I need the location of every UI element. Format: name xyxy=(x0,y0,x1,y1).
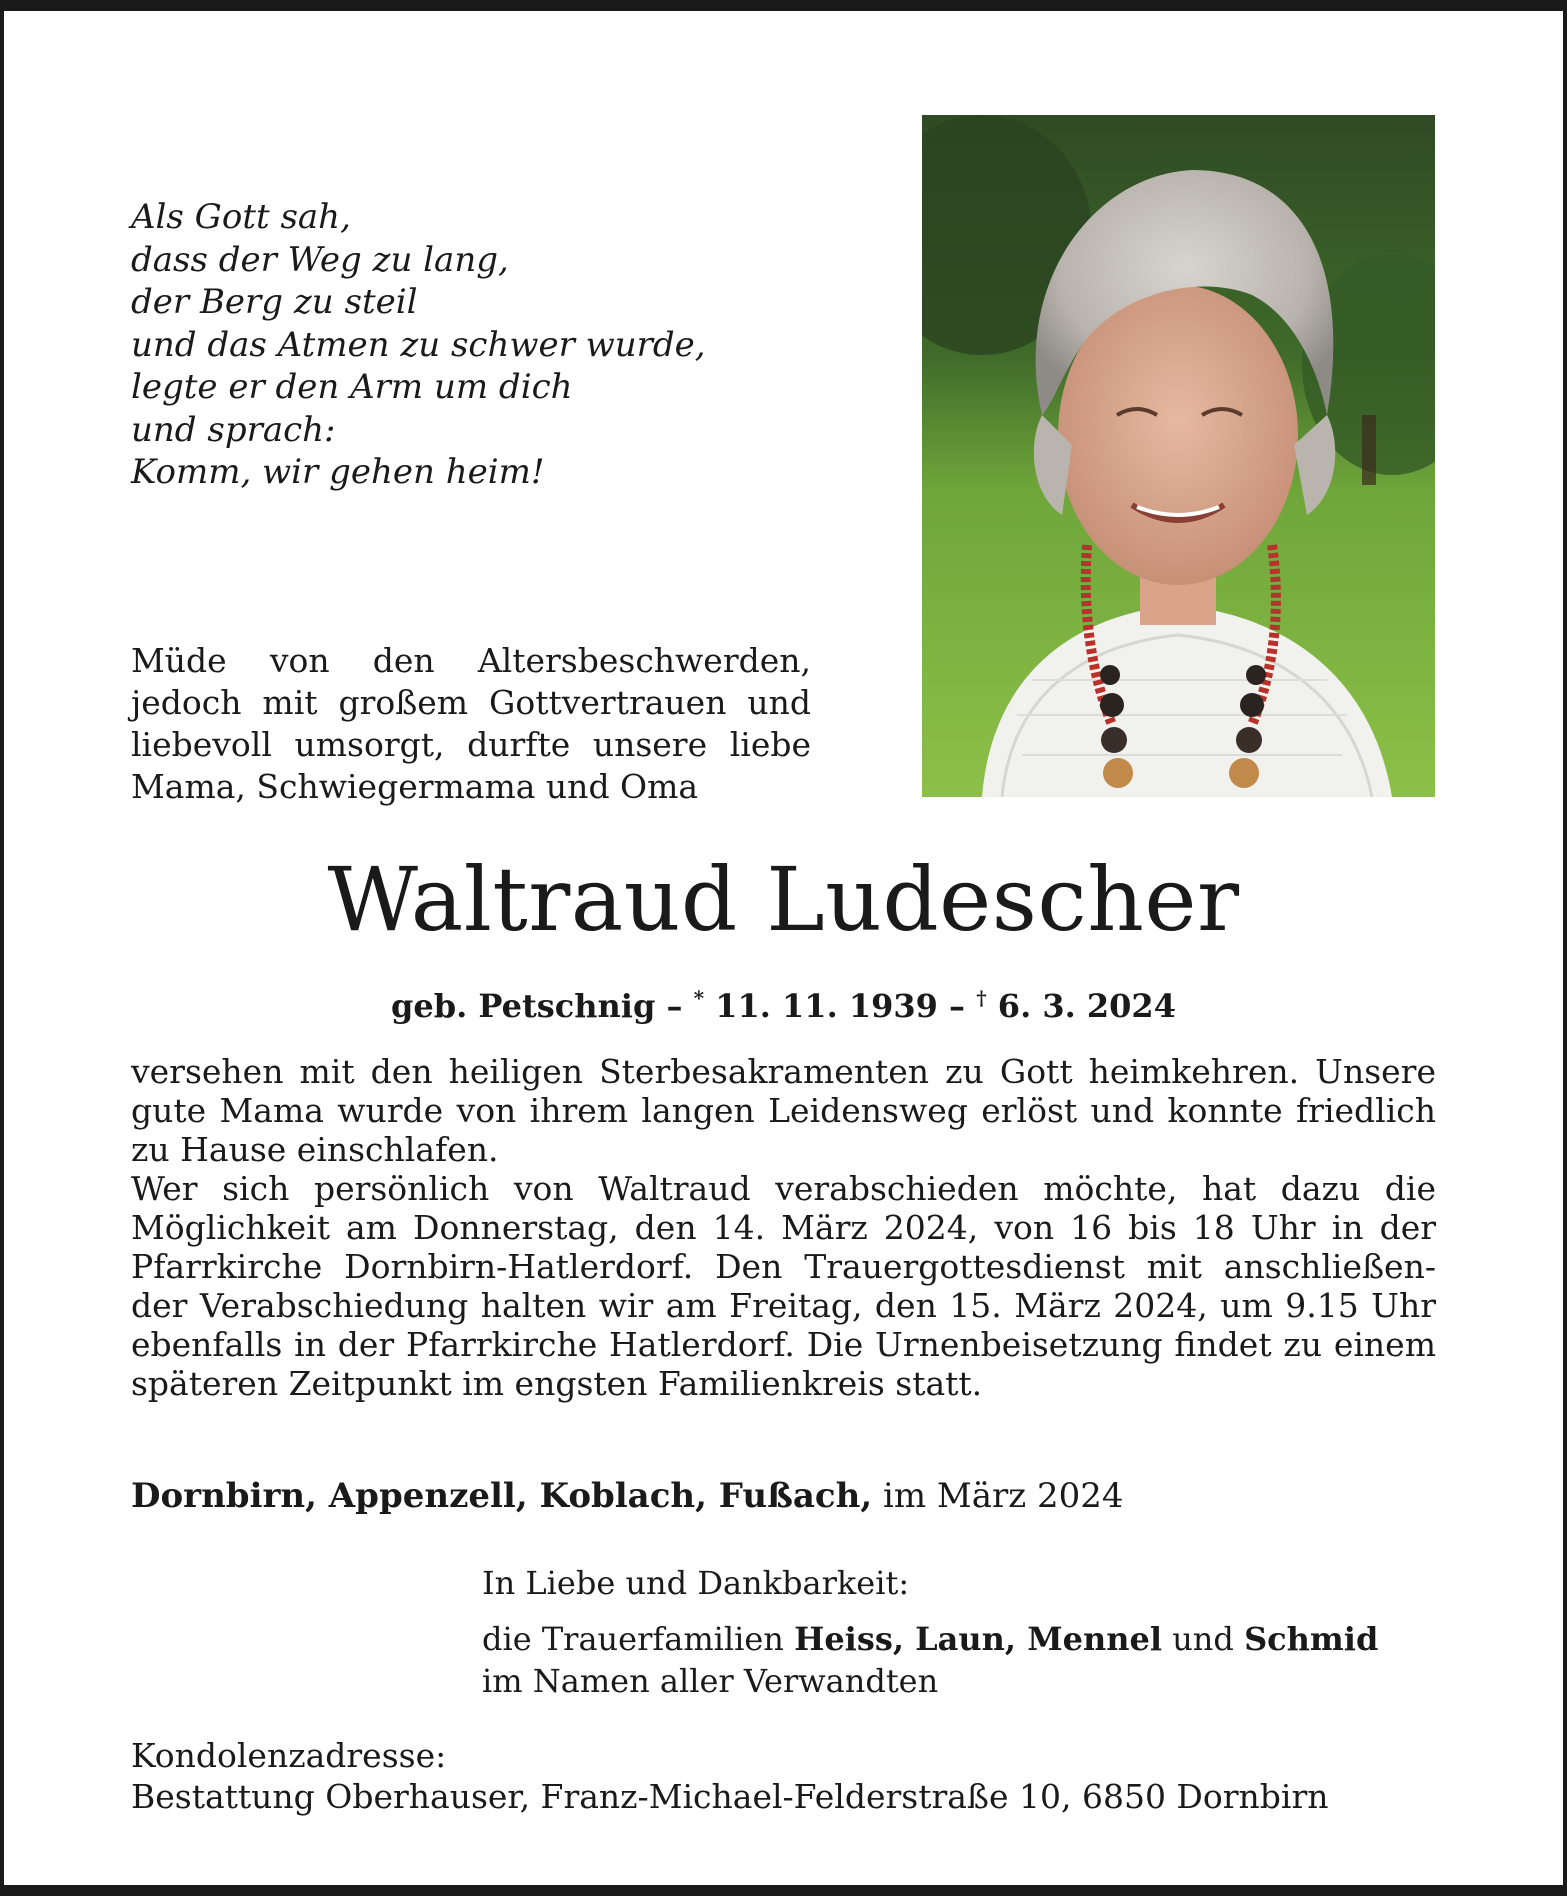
portrait-photo xyxy=(922,115,1435,797)
deceased-name: Waltraud Ludescher xyxy=(327,848,1240,951)
poem-line: dass der Weg zu lang, xyxy=(131,239,509,280)
intro-line: liebevoll umsorgt, durfte unsere liebe xyxy=(131,725,811,764)
separator: – xyxy=(655,987,694,1025)
families-prefix: die Trauerfamilien xyxy=(482,1620,795,1658)
birth-date: 11. 11. 1939 xyxy=(704,987,938,1025)
thanks-heading: In Liebe und Dankbarkeit: xyxy=(482,1564,910,1602)
thanks-closing: im Namen aller Verwandten xyxy=(482,1662,939,1700)
intro-line: Müde von den Altersbeschwerden, xyxy=(131,641,811,680)
poem-line: und sprach: xyxy=(131,409,336,450)
poem-line: der Berg zu steil xyxy=(131,282,418,322)
birth-name: geb. Petschnig xyxy=(391,987,656,1025)
intro-line: Mama, Schwiegermama und Oma xyxy=(131,767,699,806)
condolence-address-text: Bestattung Oberhauser, Franz-Michael-Felderstraße 10, 6850 Dornbirn xyxy=(131,1777,1329,1816)
intro-line: jedoch mit großem Gottvertrauen und xyxy=(131,683,811,722)
body-line: Wer sich persönlich von Waltraud verabschieden möchte, hat dazu die xyxy=(131,1169,1436,1208)
birth-death-line xyxy=(0,976,1567,1028)
places-date-line xyxy=(131,1474,1124,1518)
death-symbol: † xyxy=(976,986,987,1010)
family-name: Schmid xyxy=(1244,1620,1379,1658)
birth-symbol: * xyxy=(693,986,705,1010)
poem-line: Als Gott sah, xyxy=(131,197,351,237)
body-line: gute Mama wurde von ihrem langen Leidensweg erlöst und konnte friedlich xyxy=(131,1091,1436,1130)
body-line: späteren Zeitpunkt im engsten Familienkreis statt. xyxy=(131,1364,983,1403)
body-line: versehen mit den heiligen Sterbesakramenten zu Gott heimkehren. Unsere xyxy=(131,1052,1436,1091)
poem xyxy=(131,196,771,494)
body-line: Möglichkeit am Donnerstag, den 14. März 2024, von 16 bis 18 Uhr in der xyxy=(131,1208,1436,1247)
condolence-address xyxy=(131,1735,1329,1817)
family-name: Laun, xyxy=(904,1620,1017,1658)
intro-text xyxy=(131,640,811,808)
death-date: 6. 3. 2024 xyxy=(986,987,1176,1025)
poem-line: legte er den Arm um dich xyxy=(131,367,573,407)
body-line: der Verabschiedung halten wir am Freitag, den 15. März 2024, um 9.15 Uhr xyxy=(131,1286,1436,1325)
body-text xyxy=(131,1052,1436,1403)
body-line: ebenfalls in der Pfarrkirche Hatlerdorf. Die Urnenbeisetzung findet zu einem xyxy=(131,1325,1436,1364)
separator: – xyxy=(937,987,977,1025)
body-line: Pfarrkirche Dornbirn-Hatlerdorf. Den Trauergottesdienst mit anschließen- xyxy=(131,1247,1436,1286)
places-date: im März 2024 xyxy=(872,1476,1124,1516)
family-name: Mennel xyxy=(1016,1620,1163,1658)
poem-line: und das Atmen zu schwer wurde, xyxy=(131,324,706,365)
family-name: Heiss, xyxy=(794,1620,904,1658)
condolence-label: Kondolenzadresse: xyxy=(131,1736,447,1775)
families-conjunction: und xyxy=(1162,1620,1245,1658)
places-towns: Dornbirn, Appenzell, Koblach, Fußach, xyxy=(131,1476,873,1516)
families-line xyxy=(482,1618,1378,1660)
poem-line: Komm, wir gehen heim! xyxy=(131,452,545,492)
body-line: zu Hause einschlafen. xyxy=(131,1130,499,1169)
signature-block xyxy=(482,1562,1378,1702)
